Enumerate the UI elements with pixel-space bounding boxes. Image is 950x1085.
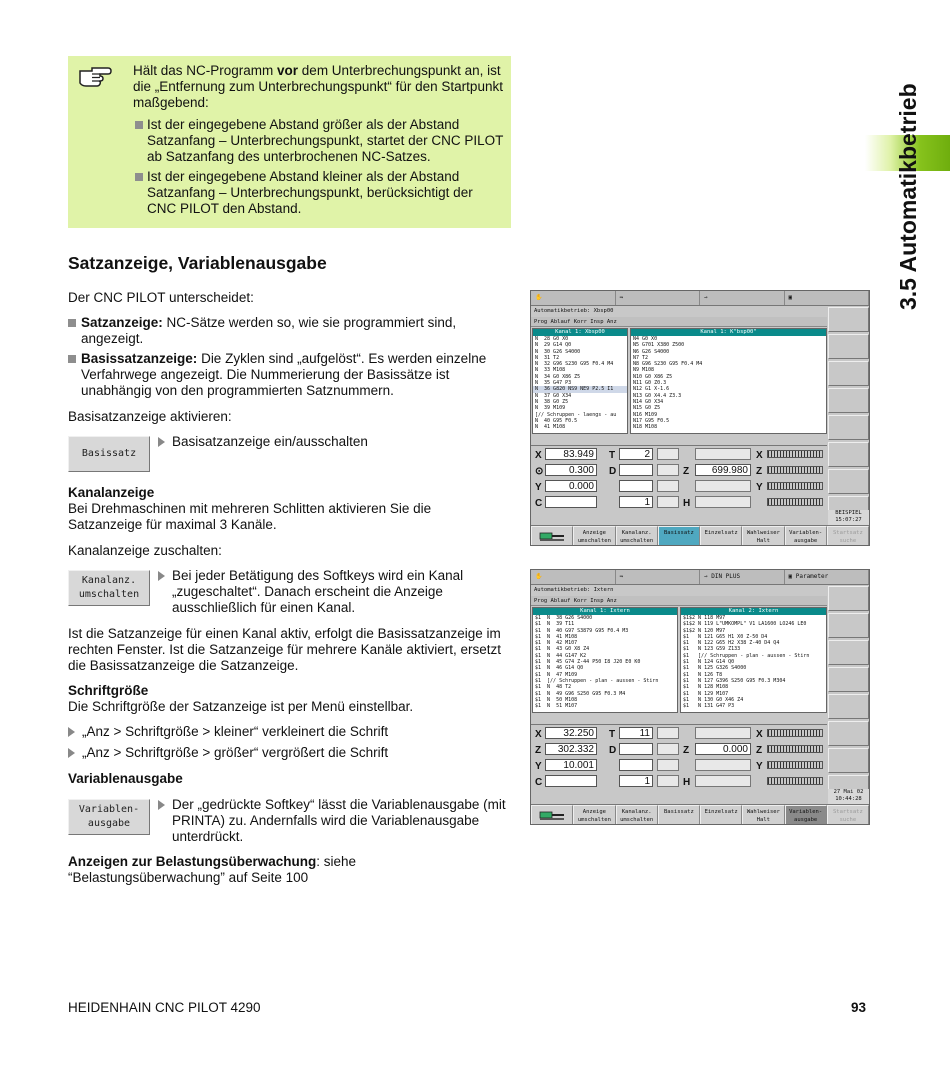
status-box (657, 743, 679, 755)
status-box (695, 759, 751, 771)
nc-block-line: $1 N 49 G96 S250 G95 F0.3 M4 (535, 690, 626, 697)
din-plus-tab[interactable]: ⇾ DIN PLUS (700, 570, 785, 584)
save-tab[interactable]: ▣ (785, 291, 870, 305)
nc-block-line: $1 N 45 G74 Z-44 P50 I8 J20 E0 K0 (535, 659, 641, 666)
axis-value-2: 0.000 (695, 743, 751, 755)
machine-icon-softkey[interactable] (531, 805, 573, 825)
cnc-softkey[interactable]: Variablen- ausgabe (785, 805, 827, 825)
nc-block-line: N 35 G47 P3 (535, 380, 572, 387)
tool-value (619, 464, 653, 476)
left-pane-header: Kanal 1: Ixtern (533, 608, 677, 615)
nc-block-line: N18 M108 (633, 424, 658, 431)
cnc-softkey[interactable]: Einzelsatz (700, 805, 742, 825)
axis-row (531, 494, 827, 510)
nc-block-line: $1 N 43 G0 X8 Z4 (535, 646, 590, 653)
vertical-softkey[interactable] (828, 361, 869, 386)
tool-value (619, 480, 653, 492)
cnc-softkey[interactable]: Basissatz (658, 805, 700, 825)
cnc-softkey[interactable]: Anzeige umschalten (573, 526, 615, 546)
nc-block-line: N 33 M108 (535, 367, 566, 374)
tool-label: T (609, 450, 616, 461)
left-pane-header: Kanal 1: Xbsp00 (533, 329, 627, 336)
cnc-tabbar (531, 291, 869, 306)
basis-activate-text: Basisatzanzeige aktivieren: (68, 409, 232, 424)
triangle-bullet-icon (158, 437, 165, 447)
footer-title: HEIDENHAIN CNC PILOT 4290 (68, 1000, 261, 1015)
nc-block-line: $1 N 130 G0 X46 Z4 (683, 696, 744, 703)
tool-value (619, 743, 653, 755)
right-pane-header: Kanal 2: Ixtern (681, 608, 826, 615)
nc-block-line: $1 N 123 G59 Z133 (683, 646, 741, 653)
nc-block-line: $1 [// Schruppen - plan - aussen - Stirn (535, 677, 659, 684)
triangle-bullet-icon (68, 727, 75, 737)
axis-value: 32.250 (545, 727, 597, 739)
nc-block-line: $1 N 129 M107 (683, 690, 729, 697)
cnc-softkey[interactable]: Anzeige umschalten (573, 805, 615, 825)
vertical-softkey[interactable] (828, 469, 869, 494)
nc-block-line: $1 N 40 G97 S3879 G95 F0.4 M3 (535, 627, 629, 634)
vertical-softkey[interactable] (828, 586, 869, 611)
nc-block-line: $1 N 44 G147 K2 (535, 652, 587, 659)
nc-block-line: N10 G0 X86 Z5 (633, 373, 673, 380)
schrift-list (68, 724, 508, 761)
nc-block-line: N6 G26 S4000 (633, 348, 670, 355)
load-bar (767, 450, 823, 458)
vertical-softkeys (828, 307, 869, 523)
nc-block-line: $1 N 124 G14 Q0 (683, 659, 735, 666)
cnc-menu[interactable]: Prog Ablauf Korr Insp Anz (531, 596, 827, 606)
axis-label: Z (535, 745, 542, 756)
right-block-pane (680, 607, 827, 713)
status-box (657, 448, 679, 460)
axis-row (531, 446, 827, 462)
nc-block-line: $1$2 N 120 M97 (683, 627, 726, 634)
axis-label: C (535, 498, 543, 509)
list-item: „Anz > Schriftgröße > kleiner“ verkleinert die Schrift (68, 724, 508, 740)
nc-block-line: N 29 G14 Q0 (535, 342, 572, 349)
load-bar (767, 498, 823, 506)
nc-block-line: N7 T2 (633, 354, 649, 361)
vertical-softkey[interactable] (828, 748, 869, 773)
nc-block-line: N 37 G0 X34 (535, 392, 572, 399)
nc-block-line: $1 N 38 G26 S4000 (535, 615, 593, 621)
nc-block-line: N4 G0 X0 (633, 336, 658, 342)
variablen-heading: Variablenausgabe (68, 771, 183, 786)
axis-row (531, 462, 827, 478)
vertical-softkey[interactable] (828, 667, 869, 692)
tool-value: 2 (619, 448, 653, 460)
nc-block-line: N 38 G0 Z5 (535, 398, 569, 405)
kanalanz-description: Bei jeder Betätigung des Softkeys wird ein Kanal „zugeschaltet“. Danach erscheint die Anzeige ausschließlich für einen Kanal. (158, 568, 508, 616)
nc-block-line: N 34 G0 X86 Z5 (535, 373, 581, 380)
nc-block-line: N 36 G820 NS9 NE9 P2.5 I1 (533, 386, 627, 392)
load-bar (767, 482, 823, 490)
note-item: Ist der eingegebene Abstand größer als der Abstand Satzanfang – Unterbrechungspunkt, startet der CNC PILOT ab Satzanfang des unterbrochenen NC-Satzes. (133, 117, 505, 165)
nc-block-line: $1 N 121 G65 H1 X0 Z-50 D4 (683, 633, 768, 640)
kanal-text: Bei Drehmaschinen mit mehreren Schlitten aktivieren Sie die Satzanzeige für maximal 3 Kanäle. (68, 501, 432, 532)
nc-block-line: $1 N 48 T2 (535, 684, 572, 691)
load-label: Y (756, 482, 763, 493)
status-box (695, 775, 751, 787)
cnc-title: Automatikbetrieb: Xbsp00 (531, 307, 827, 316)
axis-row (531, 741, 827, 757)
axis-value: 10.001 (545, 759, 597, 771)
hand-tab[interactable]: ✋ (531, 570, 616, 584)
nc-block-line: N 31 T2 (535, 354, 560, 361)
nc-block-line: $1 N 122 G65 H2 X38 Z-40 D4 Q4 (683, 640, 780, 647)
right-pane-header: Kanal 1: K"bsp00" (631, 329, 826, 336)
cnc-softkey[interactable]: Variablen- ausgabe (785, 526, 827, 546)
vertical-softkeys (828, 586, 869, 802)
load-label: X (756, 450, 763, 461)
axis-row (531, 773, 827, 789)
square-bullet-icon (135, 121, 143, 129)
load-bar (767, 761, 823, 769)
triangle-bullet-icon (158, 571, 165, 581)
status-box (657, 759, 679, 771)
list-item: Basissatzanzeige: Die Zyklen sind „aufgelöst“. Es werden einzelne Verfahrwege angezeigt. Die Nummerierung der Basissätze ist unabhängig von den programmierten Satznummern. (68, 351, 508, 399)
hand-tab[interactable]: ✋ (531, 291, 616, 305)
machine-icon (538, 808, 566, 822)
left-block-pane (532, 328, 628, 434)
axis-label: Y (535, 761, 542, 772)
nc-block-line: N12 G1 X-1.6 (633, 386, 670, 393)
status-box (695, 727, 751, 739)
axis-value: 83.949 (545, 448, 597, 460)
nc-block-line: N11 G0 Z0.3 (633, 380, 667, 387)
square-bullet-icon (68, 319, 76, 327)
automatic-tab[interactable]: ⇛ (616, 291, 701, 305)
vertical-softkey[interactable] (828, 640, 869, 665)
note-text: Hält das NC-Programm vor dem Unterbrechungspunkt an, ist die „Entfernung zum Unterbrechungspunkt“ für den Startpunkt maßgebend: Ist der eingegebene Abstand größer als der Abstand Satzanfang – Unterbrechungspunkt, startet der CNC PILOT ab Satzanfang des unterbrochenen NC-Satzes. Ist der eingegebene Abstand kleiner als der Abstand Satzanfang – Unterbrechungspunkt, berücksichtigt der CNC PILOT den Abstand. (133, 63, 504, 216)
tool-value (619, 759, 653, 771)
load-bar (767, 729, 823, 737)
nc-block-line: $1 [// Schruppen - plan - aussen - Stirn (683, 652, 810, 659)
tool-label: D (609, 745, 617, 756)
load-label: Y (756, 761, 763, 772)
program-tab[interactable]: ⇾ (700, 291, 785, 305)
vertical-softkey[interactable] (828, 334, 869, 359)
vertical-softkey[interactable] (828, 442, 869, 467)
tool-label: T (609, 729, 616, 740)
vertical-softkey[interactable] (828, 721, 869, 746)
tool-value: 1 (619, 496, 653, 508)
status-box (695, 496, 751, 508)
nc-block-line: $1 N 126 T8 (683, 671, 723, 678)
nc-block-line: $1 N 51 M107 (535, 703, 578, 710)
axis-label-2: Z (683, 466, 690, 477)
nc-block-line: N 40 G95 F0.5 (535, 417, 578, 424)
list-item: Satzanzeige: NC-Sätze werden so, wie sie programmiert sind, angezeigt. (68, 315, 508, 347)
axis-display (531, 445, 827, 510)
axis-label-2: H (683, 498, 691, 509)
bullet-list (68, 315, 508, 399)
cnc-softkey[interactable]: Basissatz (658, 526, 700, 546)
status-box (657, 480, 679, 492)
cnc-softkey[interactable]: Wahlweiser Halt (742, 805, 784, 825)
nc-block-line: N17 G95 F0.5 (633, 417, 670, 424)
side-tab: 3.5 Automatikbetrieb (895, 83, 921, 310)
axis-label-2: H (683, 777, 691, 788)
nc-block-line: $1$2 N 118 M97 (683, 615, 726, 621)
cnc-screenshot-2 (530, 569, 870, 825)
vertical-softkey[interactable] (828, 307, 869, 332)
schrift-section (68, 683, 508, 715)
status-box (657, 464, 679, 476)
axis-row (531, 478, 827, 494)
nc-block-line: $1$2 N 119 L"UMKOMPL" V1 LA1600 LO246 LE0 (683, 621, 807, 628)
info-display: BEISPIEL 15:07:27 (828, 510, 869, 526)
load-label: Z (756, 466, 763, 477)
nc-block-line: N9 M108 (633, 367, 655, 374)
nc-block-line: N13 G0 X4.4 Z3.3 (633, 392, 682, 399)
nc-block-line: [// Schruppen - laengs - au (535, 411, 617, 418)
left-block-pane (532, 607, 678, 713)
variablen-softkey[interactable]: Variablen- ausgabe (68, 799, 150, 835)
horizontal-softkeys (531, 525, 869, 546)
cnc-softkey[interactable]: Kanalanz. umschalten (616, 805, 658, 825)
schrift-heading: Schriftgröße (68, 683, 149, 698)
axis-value-2: 699.980 (695, 464, 751, 476)
axis-row (531, 757, 827, 773)
list-item: „Anz > Schriftgröße > größer“ vergrößert die Schrift (68, 745, 508, 761)
variablen-description: Der „gedrückte Softkey“ lässt die Variablenausgabe (mit PRINTA) zu. Andernfalls wird die Variablenausgabe unterdrückt. (158, 797, 508, 845)
square-bullet-icon (68, 355, 76, 363)
axis-label-2: Z (683, 745, 690, 756)
load-bar (767, 745, 823, 753)
square-bullet-icon (135, 173, 143, 181)
note-item: Ist der eingegebene Abstand kleiner als der Abstand Satzanfang – Unterbrechungspunkt, berücksichtigt der CNC PILOT den Abstand. (133, 169, 505, 217)
nc-block-line: N15 G0 Z5 (633, 405, 661, 412)
nc-block-line: $1 N 39 T11 (535, 621, 575, 628)
cnc-softkey[interactable]: Startsatz suche (827, 526, 869, 546)
axis-label: C (535, 777, 543, 788)
status-box (657, 727, 679, 739)
nc-block-line: $1 N 46 G14 Q0 (535, 665, 584, 672)
tool-value: 1 (619, 775, 653, 787)
belastung-text: Anzeigen zur Belastungsüberwachung: siehe “Belastungsüberwachung” auf Seite 100 (68, 854, 357, 885)
kanal-after-text: Ist die Satzanzeige für einen Kanal aktiv, erfolgt die Basissatzanzeige im rechten Fenster. Ist die Satzanzeige für mehrere Kanäle aktiviert, ersetzt die Basissatzanzeige die Satzanzeige. (68, 626, 501, 673)
axis-label: X (535, 450, 542, 461)
kanalanz-softkey[interactable]: Kanalanz. umschalten (68, 570, 150, 606)
axis-label: X (535, 729, 542, 740)
status-box (695, 448, 751, 460)
nc-block-line: $1 N 127 G396 S250 G95 F0.3 M304 (683, 677, 786, 684)
axis-label: ⊙ (535, 466, 544, 477)
right-block-pane (630, 328, 827, 434)
machine-icon-softkey[interactable] (531, 526, 573, 546)
basissatz-softkey[interactable]: Basissatz (68, 436, 150, 472)
machine-icon (538, 529, 566, 543)
tool-label: D (609, 466, 617, 477)
axis-value: 302.332 (545, 743, 597, 755)
axis-label: Y (535, 482, 542, 493)
nc-block-line: N 28 G0 X0 (535, 336, 569, 342)
axis-value: 0.300 (545, 464, 597, 476)
nc-block-line: N16 M109 (633, 411, 658, 418)
nc-block-line: $1 N 125 G326 S4000 (683, 665, 747, 672)
page-number: 93 (851, 1000, 867, 1015)
vertical-softkey[interactable] (828, 415, 869, 440)
status-box (657, 775, 679, 787)
vertical-softkey[interactable] (828, 613, 869, 638)
nc-block-line: N 39 M109 (535, 405, 566, 412)
tool-value: 11 (619, 727, 653, 739)
intro-text: Der CNC PILOT unterscheidet: (68, 290, 254, 305)
cnc-softkey[interactable]: Startsatz suche (827, 805, 869, 825)
axis-value: 0.000 (545, 480, 597, 492)
parameter-tab[interactable]: ▣ Parameter (785, 570, 870, 584)
axis-display (531, 724, 827, 789)
nc-block-line: $1 N 131 G47 P3 (683, 703, 735, 710)
cnc-softkey[interactable]: Einzelsatz (700, 526, 742, 546)
cnc-softkey[interactable]: Wahlweiser Halt (742, 526, 784, 546)
load-bar (767, 466, 823, 474)
nc-block-line: $1 N 128 M108 (683, 684, 729, 691)
vertical-softkey[interactable] (828, 694, 869, 719)
info-display: 27 Mai 02 10:44:28 (828, 789, 869, 805)
cnc-tabbar (531, 570, 869, 585)
cnc-screenshot-1 (530, 290, 870, 546)
pointing-hand-icon (78, 62, 112, 88)
status-box (657, 496, 679, 508)
kanal-section (68, 485, 508, 533)
nc-block-line: N 41 M108 (535, 424, 566, 431)
triangle-bullet-icon (68, 748, 75, 758)
nc-block-line: N 30 G26 S4000 (535, 348, 581, 355)
load-label: Z (756, 745, 763, 756)
nc-block-line: N14 G0 X34 (633, 398, 664, 405)
kanal-switch-text: Kanalanzeige zuschalten: (68, 543, 222, 558)
nc-block-line: N 32 G96 S230 G95 F0.4 M4 (535, 361, 614, 368)
nc-block-line: N8 G96 S230 G95 F0.4 M4 (633, 361, 703, 368)
triangle-bullet-icon (158, 800, 165, 810)
load-bar (767, 777, 823, 785)
nc-block-line: $1 N 47 M109 (535, 671, 578, 678)
cnc-title: Automatikbetrieb: Ixtern (531, 586, 827, 595)
load-label: X (756, 729, 763, 740)
cnc-softkey[interactable]: Kanalanz. umschalten (616, 526, 658, 546)
axis-value (545, 496, 597, 508)
nc-block-line: $1 N 41 M108 (535, 633, 578, 640)
vertical-softkey[interactable] (828, 388, 869, 413)
nc-block-line: $1 N 42 M107 (535, 640, 578, 647)
status-box (695, 480, 751, 492)
axis-row (531, 725, 827, 741)
automatic-tab[interactable]: ⇛ (616, 570, 701, 584)
nc-block-line: N5 G701 X380 Z500 (633, 342, 685, 349)
cnc-menu[interactable]: Prog Ablauf Korr Insp Anz (531, 317, 827, 327)
horizontal-softkeys (531, 804, 869, 825)
section-title: Satzanzeige, Variablenausgabe (68, 253, 327, 273)
axis-value (545, 775, 597, 787)
schrift-text: Die Schriftgröße der Satzanzeige ist per Menü einstellbar. (68, 699, 414, 714)
kanal-heading: Kanalanzeige (68, 485, 155, 500)
basissatz-description: Basisatzanzeige ein/ausschalten (158, 434, 508, 450)
nc-block-line: $1 N 50 M108 (535, 696, 578, 703)
